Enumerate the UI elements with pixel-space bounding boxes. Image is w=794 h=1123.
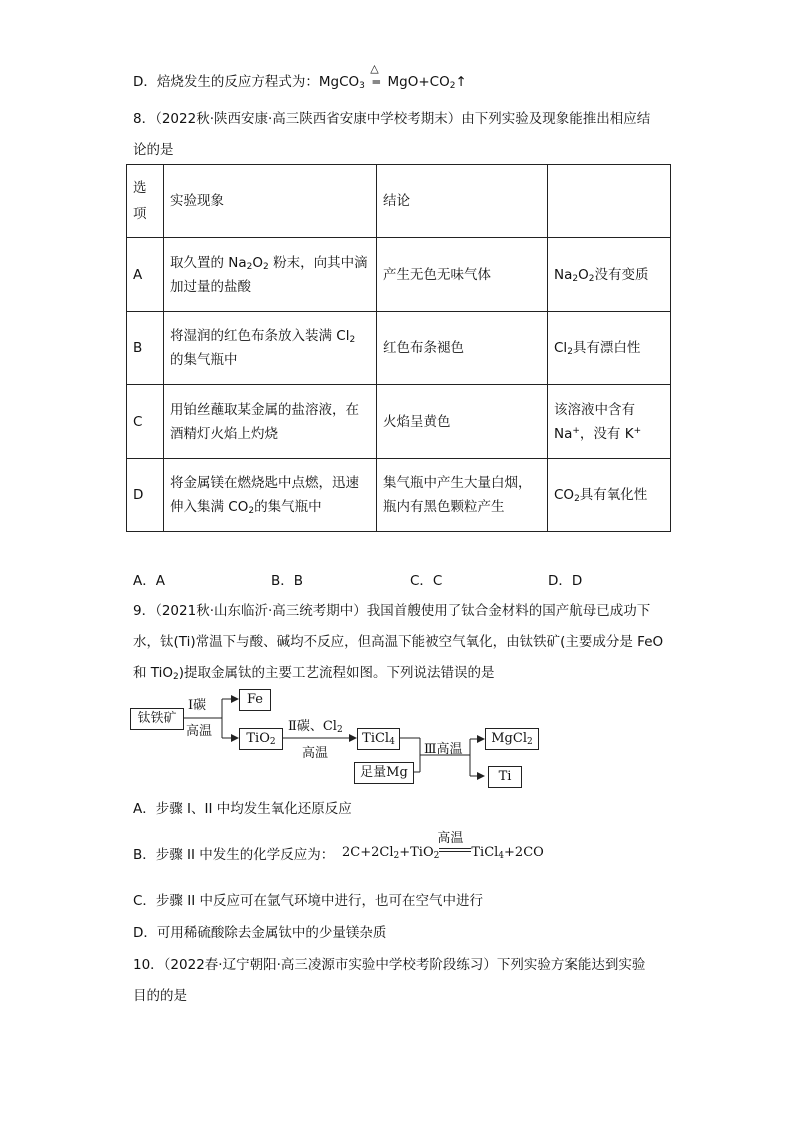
step1-label-top: Ⅰ碳 — [188, 698, 207, 713]
row-d-conclusion: $CO_2$具有氧化性 — [548, 459, 671, 532]
step2-label-bottom: 高温 — [302, 746, 329, 761]
row-a-conclusion: $Na_2O_2$没有变质 — [548, 238, 671, 312]
table-row: D 将金属镁在燃烧匙中点燃，迅速伸入集满 $CO_2$的集气瓶中 集气瓶中产生大量白烟，瓶内有黑色颗粒产生 $CO_2$具有氧化性 — [127, 459, 671, 532]
reaction-condition: 高温 — [439, 845, 471, 860]
step2-label-top: Ⅱ碳、$Cl_2$ — [288, 719, 343, 735]
q8-option-b[interactable]: B．B — [271, 573, 304, 589]
q8-option-a[interactable]: A．A — [133, 573, 165, 589]
q9-option-d[interactable]: D．可用稀硫酸除去金属钛中的少量镁杂质 — [133, 925, 387, 941]
fe-box: Fe — [239, 689, 271, 711]
table-row: C 用铂丝蘸取某金属的盐溶液，在酒精灯火焰上灼烧 火焰呈黄色 该溶液中含有 Na+，没有 K+ — [127, 385, 671, 459]
q8-option-d[interactable]: D．D — [548, 573, 583, 589]
step1-label-bottom: 高温 — [186, 724, 213, 739]
mg-box: 足量Mg — [354, 762, 414, 784]
row-a-phenomenon: 取久置的 $Na_2O_2$ 粉末，向其中滴加过量的盐酸 — [164, 238, 377, 312]
q9-stem-line1: 9．（2021秋·山东临沂·高三统考期中）我国首艘使用了钛合金材料的国产航母已成功下 — [133, 603, 651, 619]
step3-label: Ⅲ高温 — [424, 742, 463, 757]
header-empty — [548, 165, 671, 238]
ilmenite-box: 钛铁矿 — [130, 708, 184, 730]
q10-stem-line2: 目的的是 — [133, 988, 187, 1004]
table-header-row — [127, 165, 671, 238]
q7-option-d: D．焙烧发生的反应方程式为：MgCO$_3$ △ ═ $MgO+CO_2↑$ — [133, 62, 467, 91]
q9-stem-line2: 水，钛(Ti)常温下与酸、碱均不反应，但高温下能被空气氧化，由钛铁矿(主要成分是 FeO — [133, 634, 664, 650]
row-b-phenomenon: 将湿润的红色布条放入装满 $Cl_2$ 的集气瓶中 — [164, 312, 377, 385]
q9-stem-line3: 和 TiO$_2$)提取金属钛的主要工艺流程如图。下列说法错误的是 — [133, 665, 495, 682]
q9-option-b[interactable]: B．步骤 II 中发生的化学反应为： — [133, 847, 335, 863]
mgcl2-box: MgCl$_2$ — [485, 728, 539, 750]
table-row: B 将湿润的红色布条放入装满 $Cl_2$ 的集气瓶中 红色布条褪色 $Cl_2$具有漂白性 — [127, 312, 671, 385]
q8-option-c[interactable]: C．C — [410, 573, 443, 589]
header-option: 选项 — [127, 165, 164, 238]
header-phenomenon: 实验现象 — [164, 165, 377, 238]
q8-table — [126, 164, 671, 532]
tio2-box: TiO$_2$ — [239, 728, 283, 750]
row-c-conclusion: 该溶液中含有 Na+，没有 K+ — [548, 385, 671, 459]
ti-box: Ti — [488, 766, 522, 788]
table-row: A 取久置的 $Na_2O_2$ 粉末，向其中滴加过量的盐酸 产生无色无味气体 $Na_2O_2$没有变质 — [127, 238, 671, 312]
q8-stem-line2: 论的是 — [133, 142, 174, 158]
q9-option-a[interactable]: A．步骤 I、II 中均发生氧化还原反应 — [133, 801, 352, 817]
q10-stem-line1: 10．（2022春·辽宁朝阳·高三凌源市实验中学校考阶段练习）下列实验方案能达到实验 — [133, 957, 646, 973]
row-d-phenomenon: 将金属镁在燃烧匙中点燃，迅速伸入集满 $CO_2$的集气瓶中 — [164, 459, 377, 532]
q9-option-b-equation: $2C+2Cl_2+TiO_2$ 高温 TiCl$_4$+2CO — [342, 831, 544, 861]
row-b-conclusion: $Cl_2$具有漂白性 — [548, 312, 671, 385]
heating-condition: △ ═ — [370, 62, 380, 89]
q9-option-c[interactable]: C．步骤 II 中反应可在氩气环境中进行，也可在空气中进行 — [133, 893, 483, 909]
ticl4-box: TiCl$_4$ — [357, 728, 400, 750]
q8-stem-line1: 8．（2022秋·陕西安康·高三陕西省安康中学校考期末）由下列实验及现象能推出相应结 — [133, 111, 651, 127]
q8-options — [133, 569, 613, 589]
header-conclusion: 结论 — [377, 165, 548, 238]
